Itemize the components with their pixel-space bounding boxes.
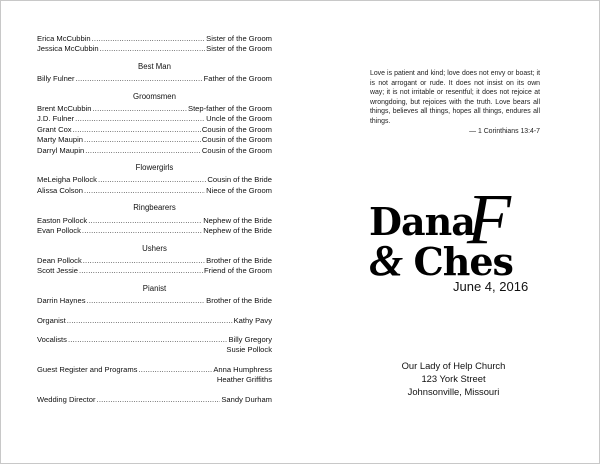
- participants-list: [37, 34, 272, 405]
- ampersand: &: [369, 236, 402, 285]
- verse-reference: — 1 Corinthians 13:4-7: [469, 127, 540, 135]
- guest-register-row: Guest Register and Programs ..... Anna Humphress: [37, 365, 272, 375]
- participant-row: Dean Pollock ..... Brother of the Bride: [37, 256, 272, 266]
- wedding-director-row: Wedding Director ..... Sandy Durham: [37, 395, 272, 405]
- participant-row: Alissa Colson ..... Niece of the Groom: [37, 186, 272, 196]
- participant-row: J.D. Fulner ..... Uncle of the Groom: [37, 114, 272, 124]
- flowergirls-heading: Flowergirls: [135, 163, 174, 173]
- ushers-heading: Ushers: [142, 243, 167, 253]
- participant-row: Darryl Maupin ..... Cousin of the Groom: [37, 146, 272, 156]
- couple-title: [367, 179, 547, 301]
- participant-row: Brent McCubbin ..... Step-father of the Groom: [37, 104, 272, 114]
- verse-text: Love is patient and kind; love does not envy or boast; it is not arrogant or rude. It does not insist on its own way; it is not irritable or resentful; it does not rejoice at wrongdoing, but rejoices with the truth. Love bears all things, believes all things, hopes all things, endures all things.: [370, 70, 540, 125]
- bride-name: Dana: [369, 199, 475, 244]
- participant-row: Evan Pollock ..... Nephew of the Bride: [37, 226, 272, 236]
- participant-row: Marty Maupin ..... Cousin of the Groom: [37, 135, 272, 145]
- church-street: 123 York Street: [421, 373, 486, 385]
- participant-row: Easton Pollock ..... Nephew of the Bride: [37, 216, 272, 226]
- groomsmen-heading: Groomsmen: [133, 91, 176, 101]
- participant-row: Jessica McCubbin ..... Sister of the Groom: [37, 44, 272, 54]
- participant-row: Erica McCubbin ..... Sister of the Groom: [37, 34, 272, 44]
- best-man-heading: Best Man: [138, 61, 171, 71]
- scripture-verse: [370, 69, 540, 136]
- participant-row: Grant Cox ..... Cousin of the Groom: [37, 125, 272, 135]
- monogram-letter: F: [467, 179, 511, 259]
- participant-row: Darrin Haynes ..... Brother of the Bride: [37, 296, 272, 306]
- participant-row: Scott Jessie ..... Friend of the Groom: [37, 266, 272, 276]
- participant-row: MeLeigha Pollock ..... Cousin of the Bride: [37, 175, 272, 185]
- church-city: Johnsonville, Missouri: [407, 386, 500, 398]
- groom-name: Ches: [413, 239, 513, 284]
- participant-row: Billy Fulner ..... Father of the Groom: [37, 74, 272, 84]
- vocalist-second: Susie Pollock: [226, 345, 272, 355]
- guest-register-second: Heather Griffiths: [216, 375, 272, 385]
- vocalists-row: Vocalists ..... Billy Gregory: [37, 335, 272, 345]
- ringbearers-heading: Ringbearers: [133, 203, 176, 213]
- venue-block: [381, 359, 526, 399]
- pianist-heading: Pianist: [142, 283, 167, 293]
- church-name: Our Lady of Help Church: [401, 360, 506, 371]
- organist-row: Organist ..... Kathy Pavy: [37, 316, 272, 326]
- wedding-date: June 4, 2016: [453, 279, 529, 294]
